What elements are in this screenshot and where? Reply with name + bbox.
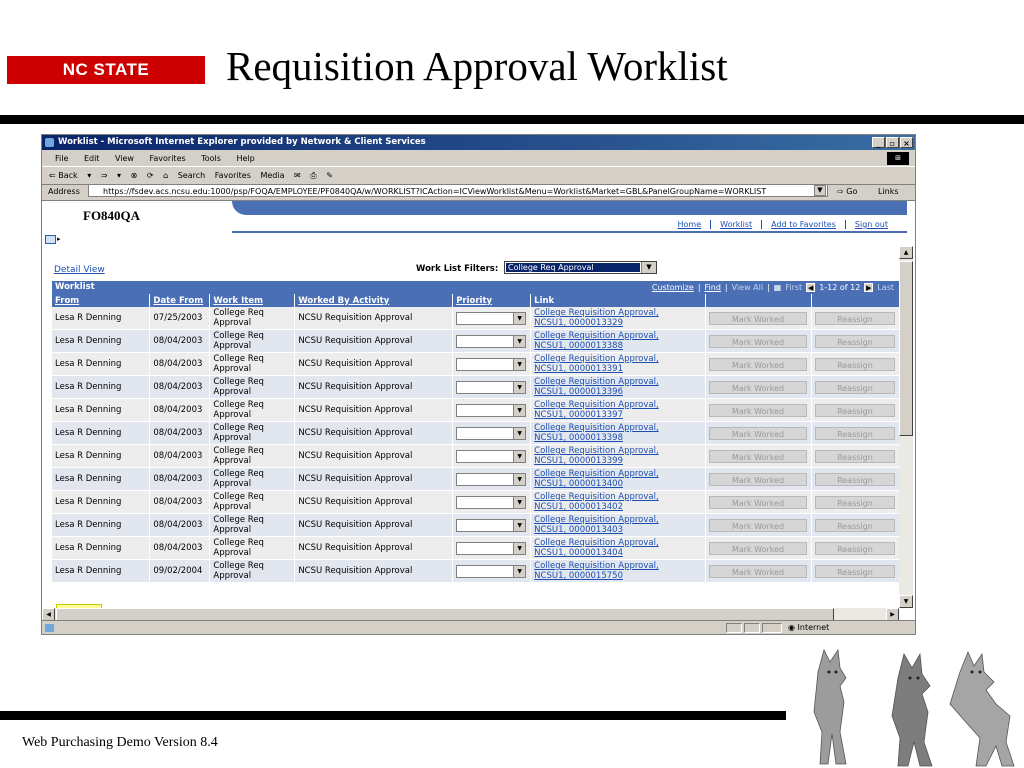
bottom-divider xyxy=(0,711,786,720)
detail-view-link[interactable]: Detail View xyxy=(54,265,105,275)
chevron-down-icon[interactable]: ▼ xyxy=(513,451,525,462)
cell-reassign xyxy=(811,307,899,330)
link-line-2[interactable]: NCSU1, 0000013400 xyxy=(534,479,623,489)
chevron-down-icon[interactable]: ▼ xyxy=(513,359,525,370)
mark-worked-button[interactable]: Mark Worked xyxy=(709,335,807,348)
link-line-1[interactable]: College Requisition Approval, xyxy=(534,561,659,571)
worklist-filter-select[interactable] xyxy=(504,261,657,274)
media-button[interactable]: Media xyxy=(260,171,285,180)
cell-work-item: College Req Approval xyxy=(210,353,295,376)
col-date-from[interactable]: Date From xyxy=(150,294,210,307)
app-banner xyxy=(42,201,907,231)
browser-statusbar xyxy=(42,620,915,635)
table-row xyxy=(52,468,900,491)
cell-worked-by-activity: NCSU Requisition Approval xyxy=(295,399,453,422)
cell-priority xyxy=(453,376,531,399)
cell-worked-by-activity: NCSU Requisition Approval xyxy=(295,353,453,376)
requisition-link[interactable] xyxy=(531,330,706,353)
cell-date-from: 08/04/2003 xyxy=(150,445,210,468)
reassign-button[interactable]: Reassign xyxy=(815,335,895,348)
cell-priority xyxy=(453,468,531,491)
zone-label: Internet xyxy=(797,623,830,632)
priority-select[interactable] xyxy=(456,312,526,325)
priority-select[interactable] xyxy=(456,335,526,348)
cell-worked-by-activity: NCSU Requisition Approval xyxy=(295,445,453,468)
priority-select[interactable] xyxy=(456,473,526,486)
address-dropdown-icon[interactable]: ▼ xyxy=(814,185,826,196)
cell-worked-by-activity: NCSU Requisition Approval xyxy=(295,514,453,537)
database-name: FO840QA xyxy=(83,208,141,223)
cell-work-item: College Req Approval xyxy=(210,468,295,491)
cell-work-item: College Req Approval xyxy=(210,307,295,330)
download-grid-icon[interactable]: ▦ xyxy=(773,283,782,292)
menu-edit[interactable]: Edit xyxy=(83,154,100,163)
cell-worked-by-activity: NCSU Requisition Approval xyxy=(295,537,453,560)
next-arrow-icon[interactable]: ▶ xyxy=(866,284,872,292)
cell-worked-by-activity: NCSU Requisition Approval xyxy=(295,307,453,330)
cell-from: Lesa R Denning xyxy=(52,307,150,330)
menu-toggle-icon[interactable] xyxy=(45,235,56,244)
menu-help[interactable]: Help xyxy=(236,154,255,163)
menu-tools[interactable]: Tools xyxy=(201,154,221,163)
cell-from: Lesa R Denning xyxy=(52,491,150,514)
vertical-scroll-thumb[interactable] xyxy=(899,261,913,436)
cell-worked-by-activity: NCSU Requisition Approval xyxy=(295,468,453,491)
chevron-down-icon[interactable]: ▼ xyxy=(513,520,525,531)
cell-from: Lesa R Denning xyxy=(52,560,150,583)
cell-reassign xyxy=(811,330,899,353)
cell-mark-worked xyxy=(705,353,811,376)
cell-priority xyxy=(453,491,531,514)
cell-priority xyxy=(453,445,531,468)
prev-arrow-icon[interactable]: ◀ xyxy=(807,284,814,292)
chevron-down-icon[interactable]: ▼ xyxy=(513,382,525,393)
edit-icon[interactable]: ✎ xyxy=(326,171,333,180)
reassign-button[interactable]: Reassign xyxy=(815,404,895,417)
reassign-button[interactable]: Reassign xyxy=(815,381,895,394)
home-icon[interactable]: ⌂ xyxy=(163,171,169,180)
slide-title: Requisition Approval Worklist xyxy=(226,43,728,89)
link-line-1[interactable]: College Requisition Approval, xyxy=(534,469,659,479)
page-status-icon xyxy=(45,624,54,632)
cell-from: Lesa R Denning xyxy=(52,399,150,422)
link-line-2[interactable]: NCSU1, 0000013388 xyxy=(534,341,623,351)
cell-reassign xyxy=(811,353,899,376)
cell-reassign xyxy=(811,422,899,445)
cell-from: Lesa R Denning xyxy=(52,468,150,491)
status-segment xyxy=(744,623,760,633)
table-row xyxy=(52,514,900,537)
mark-worked-button[interactable]: Mark Worked xyxy=(709,381,807,394)
mail-icon[interactable]: ✉ xyxy=(294,171,301,180)
mark-worked-button[interactable]: Mark Worked xyxy=(709,519,807,532)
menu-arrow-icon[interactable]: ▸ xyxy=(57,235,61,243)
cell-priority xyxy=(453,330,531,353)
priority-select[interactable] xyxy=(456,496,526,509)
cell-mark-worked xyxy=(705,399,811,422)
status-segment xyxy=(726,623,742,633)
chevron-down-icon[interactable]: ▼ xyxy=(513,474,525,485)
cell-work-item: College Req Approval xyxy=(210,537,295,560)
requisition-link[interactable] xyxy=(531,537,706,560)
link-line-2[interactable]: NCSU1, 0000013403 xyxy=(534,525,623,535)
table-header-row xyxy=(52,294,900,307)
search-button[interactable]: Search xyxy=(177,171,206,180)
ncsu-logo: NC STATE UNIVERSITY xyxy=(7,56,205,84)
requisition-link[interactable] xyxy=(531,353,706,376)
chevron-down-icon[interactable]: ▼ xyxy=(513,566,525,577)
close-button[interactable]: × xyxy=(900,137,913,148)
cell-work-item: College Req Approval xyxy=(210,514,295,537)
browser-menubar xyxy=(42,151,915,166)
cell-reassign xyxy=(811,399,899,422)
link-line-2[interactable]: NCSU1, 0000013399 xyxy=(534,456,623,466)
cell-priority xyxy=(453,560,531,583)
cell-mark-worked xyxy=(705,537,811,560)
ie-icon xyxy=(45,138,54,147)
chevron-down-icon[interactable]: ▼ xyxy=(513,543,525,554)
priority-select[interactable] xyxy=(456,427,526,440)
cell-priority xyxy=(453,399,531,422)
row-range: 1-12 of 12 xyxy=(819,283,861,292)
mark-worked-button[interactable]: Mark Worked xyxy=(709,496,807,509)
link-line-2[interactable]: NCSU1, 0000013396 xyxy=(534,387,623,397)
priority-select[interactable] xyxy=(456,404,526,417)
cell-mark-worked xyxy=(705,560,811,583)
cell-work-item: College Req Approval xyxy=(210,376,295,399)
vertical-scrollbar[interactable] xyxy=(899,246,913,608)
cell-mark-worked xyxy=(705,330,811,353)
reassign-button[interactable]: Reassign xyxy=(815,519,895,532)
cell-from: Lesa R Denning xyxy=(52,422,150,445)
cell-date-from: 09/02/2004 xyxy=(150,560,210,583)
app-nav xyxy=(669,220,897,229)
col-priority[interactable]: Priority xyxy=(453,294,531,307)
link-line-2[interactable]: NCSU1, 0000013404 xyxy=(534,548,623,558)
scroll-left-icon[interactable]: ◀ xyxy=(42,608,55,621)
cell-worked-by-activity: NCSU Requisition Approval xyxy=(295,422,453,445)
requisition-link[interactable] xyxy=(531,514,706,537)
table-row xyxy=(52,399,900,422)
cell-work-item: College Req Approval xyxy=(210,330,295,353)
cell-worked-by-activity: NCSU Requisition Approval xyxy=(295,560,453,583)
address-label: Address xyxy=(48,187,80,196)
cell-work-item: College Req Approval xyxy=(210,491,295,514)
go-label: Go xyxy=(846,187,858,196)
col-worked-by-activity[interactable]: Worked By Activity xyxy=(295,294,453,307)
cell-date-from: 08/04/2003 xyxy=(150,422,210,445)
chevron-down-icon[interactable]: ▼ xyxy=(641,262,656,273)
worklist-table xyxy=(52,294,900,583)
nav-worklist-link[interactable]: Worklist xyxy=(710,220,761,229)
link-line-1[interactable]: College Requisition Approval, xyxy=(534,400,659,410)
grid-title: Worklist xyxy=(55,282,95,292)
stop-icon[interactable]: ⊗ xyxy=(130,171,138,180)
chevron-down-icon[interactable]: ▼ xyxy=(513,428,525,439)
cell-date-from: 08/04/2003 xyxy=(150,353,210,376)
requisition-link[interactable] xyxy=(531,560,706,583)
mark-worked-button[interactable]: Mark Worked xyxy=(709,312,807,325)
print-icon[interactable]: ⎙ xyxy=(310,171,317,180)
mark-worked-button[interactable]: Mark Worked xyxy=(709,427,807,440)
cell-reassign xyxy=(811,376,899,399)
reassign-button[interactable]: Reassign xyxy=(815,565,895,578)
grid-tools: Customize | Find | View All | ▦ First ◀ 1-12 of 12 ▶ Last xyxy=(651,283,894,292)
cell-from: Lesa R Denning xyxy=(52,537,150,560)
cell-mark-worked xyxy=(705,422,811,445)
cell-mark-worked xyxy=(705,307,811,330)
restore-button[interactable]: ▫ xyxy=(886,137,899,148)
nav-sign-out-link[interactable]: Sign out xyxy=(845,220,897,229)
requisition-link[interactable] xyxy=(531,445,706,468)
cell-from: Lesa R Denning xyxy=(52,353,150,376)
first-link[interactable]: First xyxy=(785,283,803,292)
table-row xyxy=(52,560,900,583)
col-work-item[interactable]: Work Item xyxy=(210,294,295,307)
back-dropdown-icon[interactable]: ▾ xyxy=(87,171,92,180)
priority-select[interactable] xyxy=(456,381,526,394)
cell-priority xyxy=(453,422,531,445)
reassign-button[interactable]: Reassign xyxy=(815,358,895,371)
customize-link[interactable]: Customize xyxy=(651,283,694,292)
minimize-button[interactable]: _ xyxy=(872,137,885,148)
cell-from: Lesa R Denning xyxy=(52,514,150,537)
worklist-grid-header xyxy=(52,281,900,294)
link-line-2[interactable]: NCSU1, 0000013398 xyxy=(534,433,623,443)
scroll-right-icon[interactable]: ▶ xyxy=(886,608,899,621)
window-controls xyxy=(872,137,913,148)
address-input[interactable]: https://fsdev.acs.ncsu.edu:1000/psp/FOQA/EMPLOYEE/PF0840QA/w/WORKLIST?ICAction=ICViewWorklist&Menu=Worklist&Market=GBL&PanelGroupName=WORKLIST xyxy=(88,184,828,197)
table-row xyxy=(52,330,900,353)
col-link: Link xyxy=(531,294,706,307)
chevron-down-icon[interactable]: ▼ xyxy=(513,405,525,416)
cell-priority xyxy=(453,353,531,376)
banner-swoosh xyxy=(232,201,907,215)
browser-window xyxy=(41,134,916,635)
link-line-2[interactable]: NCSU1, 0000013391 xyxy=(534,364,623,374)
reassign-button[interactable]: Reassign xyxy=(815,312,895,325)
reassign-button[interactable]: Reassign xyxy=(815,427,895,440)
link-line-1[interactable]: College Requisition Approval, xyxy=(534,492,659,502)
link-line-1[interactable]: College Requisition Approval, xyxy=(534,423,659,433)
chevron-down-icon[interactable]: ▼ xyxy=(513,336,525,347)
table-row xyxy=(52,491,900,514)
requisition-link[interactable] xyxy=(531,376,706,399)
cell-worked-by-activity: NCSU Requisition Approval xyxy=(295,491,453,514)
cell-from: Lesa R Denning xyxy=(52,376,150,399)
lock-icon xyxy=(762,623,782,633)
col-mark-worked xyxy=(705,294,811,307)
cell-date-from: 07/25/2003 xyxy=(150,307,210,330)
favorites-button[interactable]: Favorites xyxy=(214,171,251,180)
reassign-button[interactable]: Reassign xyxy=(815,496,895,509)
filter-value: College Req Approval xyxy=(506,263,640,272)
cell-reassign xyxy=(811,491,899,514)
priority-select[interactable] xyxy=(456,542,526,555)
cell-date-from: 08/04/2003 xyxy=(150,537,210,560)
cell-mark-worked xyxy=(705,468,811,491)
requisition-link[interactable] xyxy=(531,307,706,330)
cell-date-from: 08/04/2003 xyxy=(150,399,210,422)
mark-worked-button[interactable]: Mark Worked xyxy=(709,542,807,555)
requisition-link[interactable] xyxy=(531,468,706,491)
cell-priority xyxy=(453,307,531,330)
menu-favorites[interactable]: Favorites xyxy=(149,154,186,163)
find-link[interactable]: Find xyxy=(704,283,721,292)
cell-worked-by-activity: NCSU Requisition Approval xyxy=(295,376,453,399)
last-link[interactable]: Last xyxy=(877,283,894,292)
go-button[interactable]: ⇨ Go xyxy=(837,187,858,196)
link-line-2[interactable]: NCSU1, 0000013402 xyxy=(534,502,623,512)
mark-worked-button[interactable]: Mark Worked xyxy=(709,404,807,417)
cell-reassign xyxy=(811,514,899,537)
menu-file[interactable]: File xyxy=(55,154,69,163)
cell-work-item: College Req Approval xyxy=(210,445,295,468)
priority-select[interactable] xyxy=(456,565,526,578)
cell-from: Lesa R Denning xyxy=(52,445,150,468)
priority-select[interactable] xyxy=(456,358,526,371)
reassign-button[interactable]: Reassign xyxy=(815,542,895,555)
table-row xyxy=(52,445,900,468)
cell-worked-by-activity: NCSU Requisition Approval xyxy=(295,330,453,353)
col-from[interactable]: From xyxy=(52,294,150,307)
refresh-icon[interactable]: ⟳ xyxy=(146,171,154,180)
table-row xyxy=(52,307,900,330)
link-line-1[interactable]: College Requisition Approval, xyxy=(534,377,659,387)
reassign-button[interactable]: Reassign xyxy=(815,450,895,463)
forward-dropdown-icon[interactable]: ▾ xyxy=(117,171,122,180)
nav-add-favorites-link[interactable]: Add to Favorites xyxy=(761,220,845,229)
browser-title: Worklist - Microsoft Internet Explorer provided by Network & Client Services xyxy=(58,137,426,147)
link-line-1[interactable]: College Requisition Approval, xyxy=(534,354,659,364)
cell-work-item: College Req Approval xyxy=(210,399,295,422)
reassign-button[interactable]: Reassign xyxy=(815,473,895,486)
cell-mark-worked xyxy=(705,376,811,399)
link-line-1[interactable]: College Requisition Approval, xyxy=(534,308,659,318)
mark-worked-button[interactable]: Mark Worked xyxy=(709,473,807,486)
back-button[interactable]: ⇐ Back xyxy=(49,171,78,180)
security-zone: ◉ Internet xyxy=(788,623,830,632)
table-row xyxy=(52,353,900,376)
priority-select[interactable] xyxy=(456,519,526,532)
cell-work-item: College Req Approval xyxy=(210,422,295,445)
cell-mark-worked xyxy=(705,491,811,514)
requisition-link[interactable] xyxy=(531,399,706,422)
cell-date-from: 08/04/2003 xyxy=(150,514,210,537)
cell-work-item: College Req Approval xyxy=(210,560,295,583)
filter-label: Work List Filters: xyxy=(416,264,499,274)
cell-date-from: 08/04/2003 xyxy=(150,491,210,514)
cell-mark-worked xyxy=(705,514,811,537)
link-line-1[interactable]: College Requisition Approval, xyxy=(534,331,659,341)
page-content xyxy=(42,201,915,621)
forward-button[interactable]: ⇒ xyxy=(100,171,108,180)
chevron-down-icon[interactable]: ▼ xyxy=(513,313,525,324)
cell-date-from: 08/04/2003 xyxy=(150,468,210,491)
browser-titlebar xyxy=(42,135,915,150)
cell-priority xyxy=(453,514,531,537)
cell-mark-worked xyxy=(705,445,811,468)
cell-reassign xyxy=(811,445,899,468)
nav-home-link[interactable]: Home xyxy=(677,220,702,229)
wolves-image xyxy=(800,642,1024,768)
mark-worked-button[interactable]: Mark Worked xyxy=(709,565,807,578)
mark-worked-button[interactable]: Mark Worked xyxy=(709,450,807,463)
cell-date-from: 08/04/2003 xyxy=(150,376,210,399)
table-row xyxy=(52,537,900,560)
requisition-link[interactable] xyxy=(531,422,706,445)
menu-view[interactable]: View xyxy=(114,154,134,163)
link-line-1[interactable]: College Requisition Approval, xyxy=(534,515,659,525)
requisition-link[interactable] xyxy=(531,491,706,514)
cell-from: Lesa R Denning xyxy=(52,330,150,353)
windows-flag-icon: ⊞ xyxy=(887,152,909,165)
scroll-down-icon[interactable]: ▼ xyxy=(899,595,913,608)
view-all-link[interactable]: View All xyxy=(731,283,764,292)
links-button[interactable]: Links xyxy=(878,187,899,196)
banner-rule xyxy=(232,231,907,233)
cell-reassign xyxy=(811,537,899,560)
link-line-2[interactable]: NCSU1, 0000013329 xyxy=(534,318,623,328)
cell-reassign xyxy=(811,560,899,583)
link-line-1[interactable]: College Requisition Approval, xyxy=(534,538,659,548)
cell-priority xyxy=(453,537,531,560)
scroll-up-icon[interactable]: ▲ xyxy=(899,246,913,259)
cell-reassign xyxy=(811,468,899,491)
address-bar xyxy=(42,183,915,201)
link-line-2[interactable]: NCSU1, 0000013397 xyxy=(534,410,623,420)
link-line-1[interactable]: College Requisition Approval, xyxy=(534,446,659,456)
table-row xyxy=(52,376,900,399)
priority-select[interactable] xyxy=(456,450,526,463)
slide-footer: Web Purchasing Demo Version 8.4 xyxy=(22,735,218,750)
mark-worked-button[interactable]: Mark Worked xyxy=(709,358,807,371)
top-divider xyxy=(0,115,1024,124)
table-row xyxy=(52,422,900,445)
col-reassign xyxy=(811,294,899,307)
chevron-down-icon[interactable]: ▼ xyxy=(513,497,525,508)
cell-date-from: 08/04/2003 xyxy=(150,330,210,353)
link-line-2[interactable]: NCSU1, 0000015750 xyxy=(534,571,623,581)
